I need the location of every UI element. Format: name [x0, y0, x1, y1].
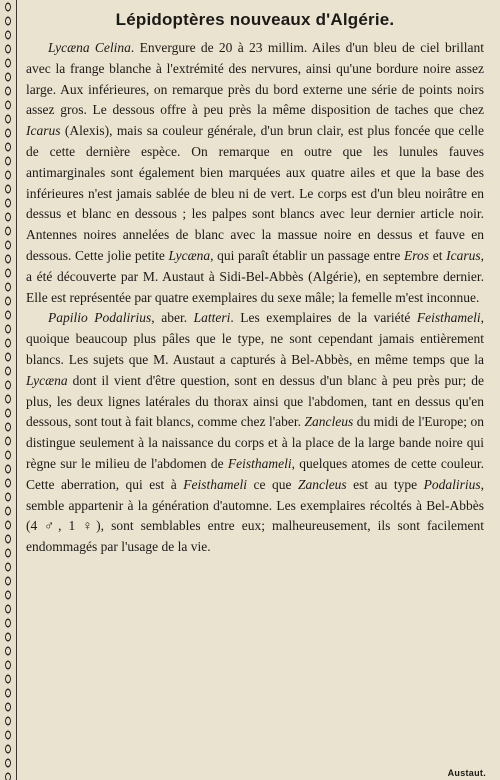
italic-term: Podalirius — [423, 476, 481, 492]
paragraph-papilio-podalirius — [26, 308, 484, 558]
italic-term: Latteri — [193, 310, 231, 326]
italic-term: Lycæna — [168, 247, 211, 263]
author-signature: Austaut. — [447, 768, 486, 778]
text-run: . Les exemplaires de la variété — [230, 310, 417, 326]
text-run: dont il vient d'être question, sont en dessus d'un blanc à peu près pur; de plus, les deux lignes latérales du thorax ainsi que l'abdomen, tant en dessus qu'en dessous, sont tout à fait blancs, comme chez l'aber. — [26, 372, 484, 430]
italic-term: Lycæna Celina — [48, 40, 131, 55]
document-title: Lépidoptères nouveaux d'Algérie. — [115, 10, 395, 29]
document-page — [26, 10, 484, 558]
text-run: , a été découverte par M. Austaut à Sidi-Bel-Abbès (Algérie), en septembre dernier. Elle est représentée par quatre exemplaires du sexe mâle; la femelle m'est inconnue. — [26, 247, 484, 305]
text-run: , quelques atomes de cette couleur. Cette aberration, qui est à — [26, 455, 484, 492]
text-run: , aber. — [151, 310, 194, 326]
decorative-chain-border — [0, 0, 17, 780]
text-run: , semble appartenir à la génération d'automne. Les exemplaires récoltés à Bel-Abbès (4 ♂, 1 ♀), sont semblables entre eux; malheureusement, ils sont facilement endommagés par l'usage de la vie. — [26, 476, 484, 555]
italic-term: Icarus — [446, 247, 481, 263]
italic-term: Feisthameli — [227, 455, 292, 471]
text-run: ce que — [247, 476, 298, 492]
text-run: du midi de l'Europe; on distingue seulement à la naissance du corps et à la place de la large bande noire qui règne sur le milieu de l'abdomen de — [26, 414, 485, 471]
text-run: , quoique beaucoup plus pâles que le type, ne sont cependant jamais entièrement blancs. Les sujets que M. Austaut a capturés à Bel-Abbès, en même temps que la — [26, 310, 484, 367]
text-run: , qui paraît établir un passage entre — [210, 247, 405, 263]
italic-term: Papilio Podalirius — [48, 310, 152, 326]
paragraph-lycaena-celina — [26, 38, 484, 308]
text-run: (Alexis), mais sa couleur générale, d'un brun clair, est plus foncée que celle de cette dernière espèce. On remarque en outre que les lunules fauves antimarginales sont également bien marquées aux quatre ailes et que la base des inférieures n'est jamais sablée de bleu ni de vert. Le corps est d'un bleu noirâtre en dessus et blanc en dessous ; les palpes sont blancs avec leur dernier article noir. Antennes noires annelées de blanc avec la massue noire en dessus et fauve en dessous. Cette jolie petite — [26, 123, 484, 263]
text-run: est au type — [346, 476, 424, 492]
italic-term: Zancleus — [304, 414, 354, 430]
italic-term: Icarus — [26, 123, 61, 139]
italic-term: Feisthameli — [183, 476, 247, 492]
italic-term: Lycæna — [26, 372, 68, 388]
italic-term: Zancleus — [297, 476, 347, 492]
italic-term: Eros — [404, 247, 430, 263]
text-run: . Envergure de 20 à 23 millim. Ailes d'un bleu de ciel brillant avec la frange blanche à l'extrémité des nervures, ainsi qu'une bordure noire assez large. Aux inférieures, on remarque près du bord externe une série de points noirs assez gros. Le dessous offre à peu près la même disposition de taches que chez — [26, 40, 484, 118]
text-run: et — [429, 247, 447, 263]
italic-term: Feisthameli — [416, 310, 481, 326]
